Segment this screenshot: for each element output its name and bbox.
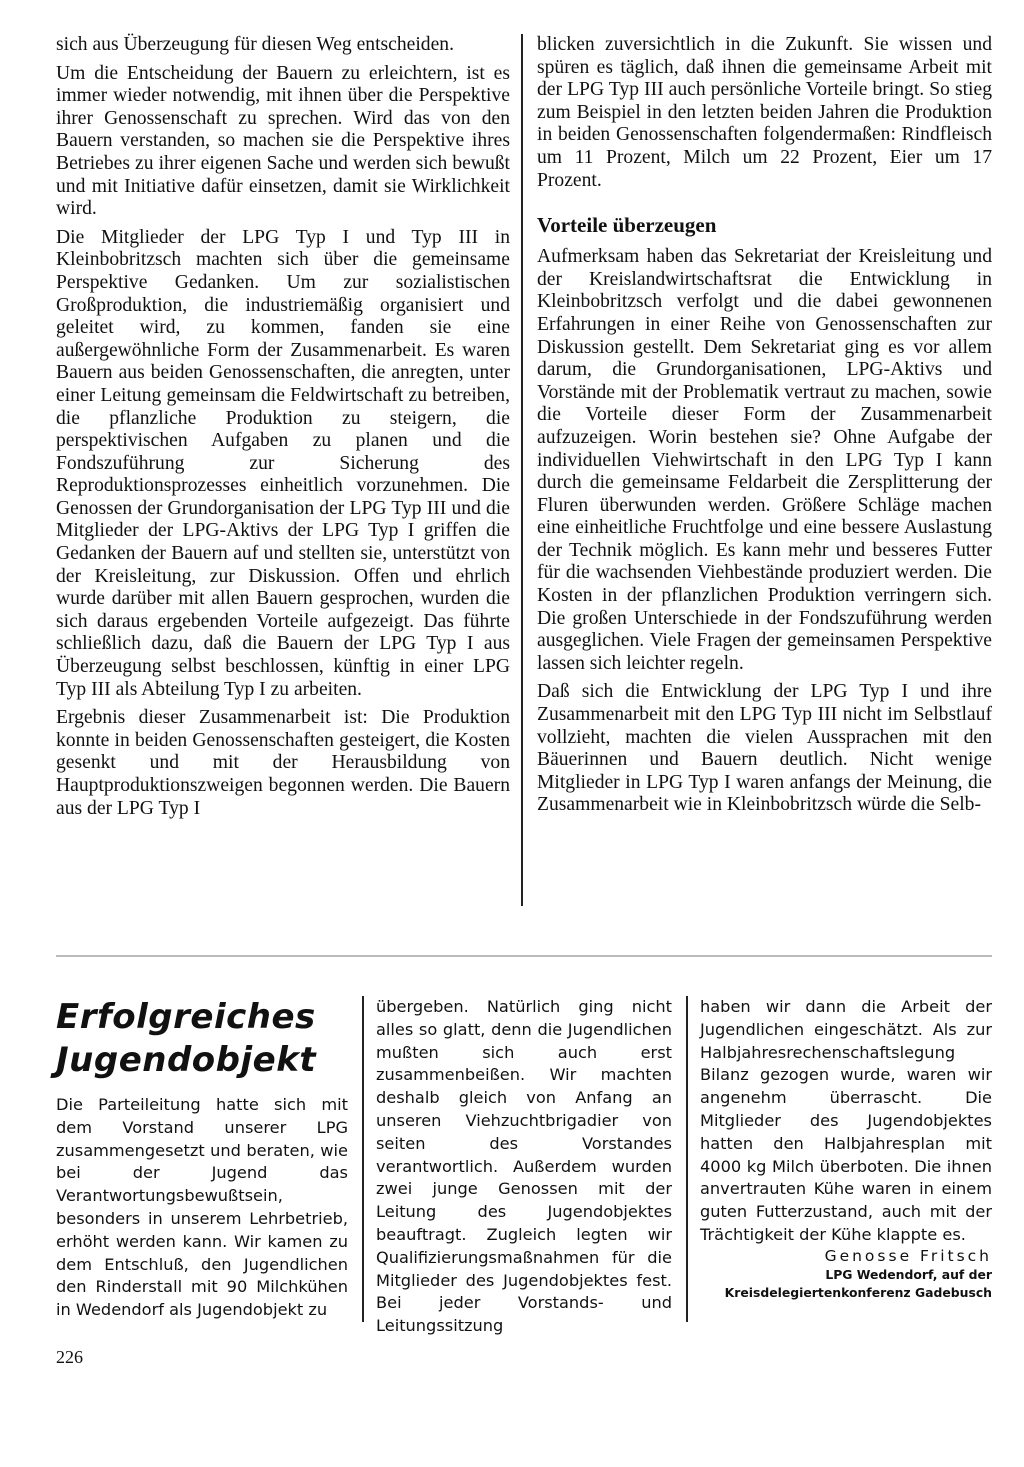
article-text: Die Parteileitung hatte sich mit dem Vorstand unserer LPG zusammengesetzt und beraten, wie bei der Jugend das Verantwortungsbewußtsein, besonders in unserem Lehrbetrieb, erhöht werden kann. Wir kamen zu dem Entschluß, den Jugendlichen den Rinderstall mit 90 Milchkühen in Wedendorf als Jugendobjekt zu — [56, 1095, 348, 1320]
author-signature: Genosse Fritsch — [824, 1246, 992, 1265]
article-column-1 — [56, 996, 348, 1322]
article-column-3 — [700, 996, 992, 1302]
paragraph: sich aus Überzeugung für diesen Weg entscheiden. — [56, 34, 454, 55]
article-title-line-1: Erfolgreiches — [56, 997, 316, 1037]
top-right-column — [537, 34, 992, 823]
article-column-divider — [686, 996, 688, 1322]
paragraph: Aufmerksam haben das Sekretariat der Kreisleitung und der Kreislandwirtschaftsrat die Entwicklung in Kleinbobritzsch verfolgt und die dabei gewonnenen Erfahrungen in einer Reihe von Genossenschaften zur Diskussion gestellt. Dem Sekretariat ging es vor allem darum, die Grundorganisationen, LPG-Aktivs und Vorstände mit der Problematik vertraut zu machen, sowie die Vorteile dieser Form der Zusammenarbeit aufzuzeigen. Worin bestehen sie? Ohne Aufgabe der individuellen Viehwirtschaft in den LPG Typ I kann durch die gemeinsame Feldarbeit die Zersplitterung der Fluren überwunden werden. Größere Schläge machen eine einheitliche Fruchtfolge und eine bessere Auslastung der Technik möglich. Es kann mehr und besseres Futter für die wachsenden Viehbestände produziert werden. Die Kosten in der pflanzlichen Produktion verringern sich. Die großen Unterschiede in der Fondszuführung werden ausgeglichen. Viele Fragen der gemeinsamen Perspektive lassen sich leichter regeln. — [537, 246, 992, 674]
paragraph: Ergebnis dieser Zusammenarbeit ist: Die Produktion konnte in beiden Genossenschaften gesteigert, die Kosten gesenkt und mit der Herausbildung von Hauptproduktionszweigen begonnen werden. Die Bauern aus der LPG Typ I — [56, 707, 510, 819]
article-text: haben wir dann die Arbeit der Jugendlichen eingeschätzt. Als zur Halbjahresrechenschaftslegung Bilanz gezogen wurde, waren wir angenehm überrascht. Die Mitglieder des Jugendobjektes hatten den Halbjahresplan mit 4000 kg Milch überboten. Die ihnen anvertrauten Kühe waren in einem guten Futterzustand, auch mit der Trächtigkeit der Kühe klappte es. — [700, 997, 992, 1244]
article-title — [56, 996, 348, 1082]
author-affiliation: LPG Wedendorf, auf der — [825, 1266, 992, 1282]
article-text: übergeben. Natürlich ging nicht alles so glatt, denn die Jugendlichen mußten sich auch erst zusammenbeißen. Wir machten deshalb gleich von Anfang an unseren Viehzuchtbrigadier von seiten des Vorstandes verantwortlich. Außerdem wurden zwei junge Genossen mit der Leitung des Jugendobjektes beauftragt. Zugleich legten wir Qualifizierungsmaßnahmen für die Mitglieder des Jugendobjektes fest. Bei jeder Vorstands- und Leitungssitzung — [376, 997, 672, 1336]
paragraph: Daß sich die Entwicklung der LPG Typ I und ihre Zusammenarbeit mit den LPG Typ III nicht im Selbstlauf vollzieht, machten die vielen Aussprachen mit den Bäuerinnen und Bauern deutlich. Nicht wenige Mitglieder in LPG Typ I waren anfangs der Meinung, die Zusammenarbeit wie in Kleinbobritzsch würde die Selb- — [537, 681, 992, 816]
paragraph: Die Mitglieder der LPG Typ I und Typ III in Kleinbobritzsch machten sich über die gemeinsame Perspektive Gedanken. Um zur sozialistischen Großproduktion, die industriemäßig organisiert und geleitet wird, zu kommen, fanden sie eine außergewöhnliche Form der Zusammenarbeit. Es waren Bauern aus beiden Genossenschaften, die anregten, unter einer Leitung gemeinsam die Feldwirtschaft zu betreiben, die pflanzliche Produktion zu steigern, die perspektivischen Aufgaben zu planen und die Fondszuführung zur Sicherung des Reproduktionsprozesses einheitlich vorzunehmen. Die Genossen der Grundorganisation der LPG Typ III und die Mitglieder der LPG-Aktivs der LPG Typ I griffen die Gedanken der Bauern auf und stellten sie, unterstützt von der Kreisleitung, zur Diskussion. Offen und ehrlich wurde darüber mit allen Bauern gesprochen, wurden die sich daraus ergebenden Vorteile aufgezeigt. Das führte schließlich dazu, daß die Bauern der LPG Typ I aus Überzeugung selbst beschlossen, künftig in einer LPG Typ III als Abteilung Typ I zu arbeiten. — [56, 226, 510, 700]
column-divider — [521, 34, 523, 906]
top-left-column — [56, 34, 510, 826]
article-title-line-2: Jugendobjekt — [56, 1040, 317, 1080]
paragraph: blicken zuversichtlich in die Zukunft. Sie wissen und spüren es täglich, daß ihnen die gemeinsame Arbeit mit der LPG Typ III auch persönliche Vorteile bringt. So stieg zum Beispiel in den letzten beiden Jahren die Produktion in beiden Genossenschaften folgendermaßen: Rindfleisch um 11 Prozent, Milch um 22 Prozent, Eier um 17 Prozent. — [537, 34, 992, 191]
section-divider — [56, 955, 992, 957]
paragraph: Um die Entscheidung der Bauern zu erleichtern, ist es immer wieder notwendig, mit ihnen über die Perspektive ihrer Genossenschaft zu sprechen. Wird das von den Bauern verstanden, so machen sie die Perspektive ihres Betriebes zu ihrer eigenen Sache und werden sich bewußt und mit Initiative dafür einsetzen, damit sie Wirklichkeit wird. — [56, 62, 510, 220]
section-subheading: Vorteile überzeugen — [537, 213, 717, 238]
page-number: 226 — [56, 1347, 83, 1367]
article-column-2 — [376, 996, 672, 1338]
author-affiliation: Kreisdelegiertenkonferenz Gadebusch — [724, 1284, 992, 1300]
article-column-divider — [362, 996, 364, 1322]
